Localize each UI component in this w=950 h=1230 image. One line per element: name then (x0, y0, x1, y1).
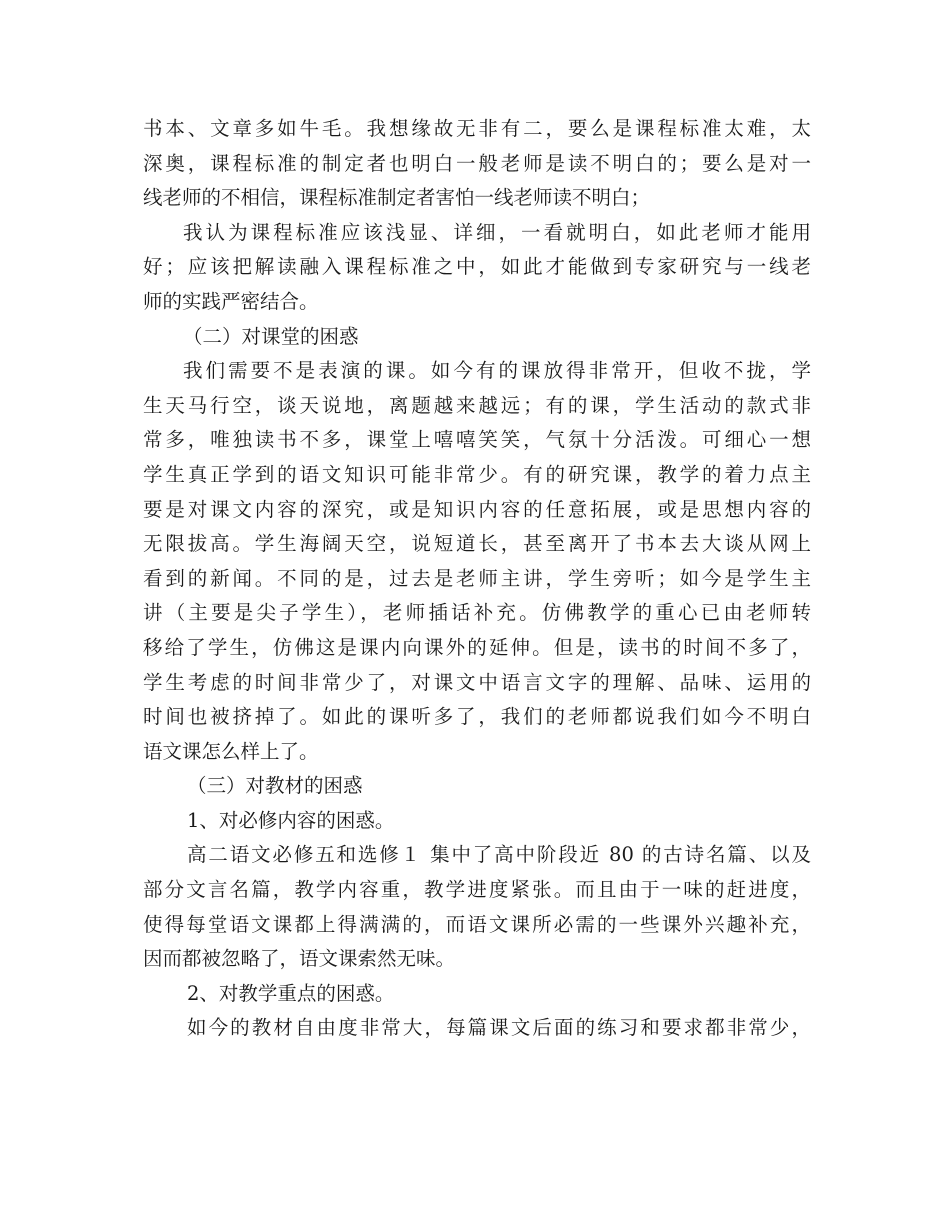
paragraph-line: 部分文言名篇，教学内容重，教学进度紧张。而且由于一味的赶进度， (143, 878, 811, 902)
paragraph-line: 常多，唯独读书不多，课堂上嘻嘻笑笑，气氛十分活泼。可细心一想 (143, 428, 811, 452)
paragraph-line: 我认为课程标准应该浅显、详细，一看就明白，如此老师才能用 (183, 220, 811, 244)
subsection-heading: 1、对必修内容的困惑。 (187, 808, 395, 832)
paragraph-line: 学生真正学到的语文知识可能非常少。有的研究课，教学的着力点主 (143, 462, 811, 486)
paragraph-line: 使得每堂语文课都上得满满的，而语文课所必需的一些课外兴趣补充， (143, 912, 811, 936)
document-body (143, 112, 811, 1046)
section-heading: （三）对教材的困惑 (187, 774, 363, 798)
paragraph-line: 因而都被忽略了，语文课索然无味。 (143, 947, 456, 971)
subsection-heading: 2、对教学重点的困惑。 (187, 981, 395, 1005)
paragraph-line: 书本、文章多如牛毛。我想缘故无非有二，要么是课程标准太难，太 (143, 117, 811, 140)
paragraph-line: 无限拔高。学生海阔天空，说短道长，甚至离开了书本去大谈从网上 (143, 532, 811, 556)
paragraph-line: 看到的新闻。不同的是，过去是老师主讲，学生旁听；如今是学生主 (143, 566, 811, 590)
paragraph-line: 师的实践严密结合。 (143, 289, 319, 313)
paragraph-line: 好；应该把解读融入课程标准之中，如此才能做到专家研究与一线老 (143, 255, 811, 279)
paragraph-line: 时间也被挤掉了。如此的课听多了，我们的老师都说我们如今不明白 (143, 705, 811, 729)
paragraph-line: 生天马行空，谈天说地，离题越来越远；有的课，学生活动的款式非 (143, 393, 811, 417)
paragraph-line: 语文课怎么样上了。 (143, 739, 319, 763)
paragraph-line: 要是对课文内容的深究，或是知识内容的任意拓展，或是思想内容的 (143, 497, 811, 521)
paragraph-line: 深奥，课程标准的制定者也明白一般老师是读不明白的；要么是对一 (143, 151, 811, 175)
paragraph-line: 学生考虑的时间非常少了，对课文中语言文字的理解、品味、运用的 (143, 670, 811, 694)
paragraph-line: 我们需要不是表演的课。如今有的课放得非常开，但收不拢，学 (183, 359, 811, 383)
paragraph-line: 如今的教材自由度非常大，每篇课文后面的练习和要求都非常少， (187, 1016, 811, 1040)
paragraph-line: 讲（主要是尖子学生），老师插话补充。仿佛教学的重心已由老师转 (143, 601, 811, 625)
paragraph-line: 线老师的不相信，课程标准制定者害怕一线老师读不明白； (143, 186, 651, 210)
paragraph-line: 移给了学生，仿佛这是课内向课外的延伸。但是，读书的时间不多了， (143, 635, 811, 659)
paragraph-line: 高二语文必修五和选修１ 集中了高中阶段近 80 的古诗名篇、以及 (187, 843, 811, 867)
section-heading: （二）对课堂的困惑 (183, 324, 359, 348)
